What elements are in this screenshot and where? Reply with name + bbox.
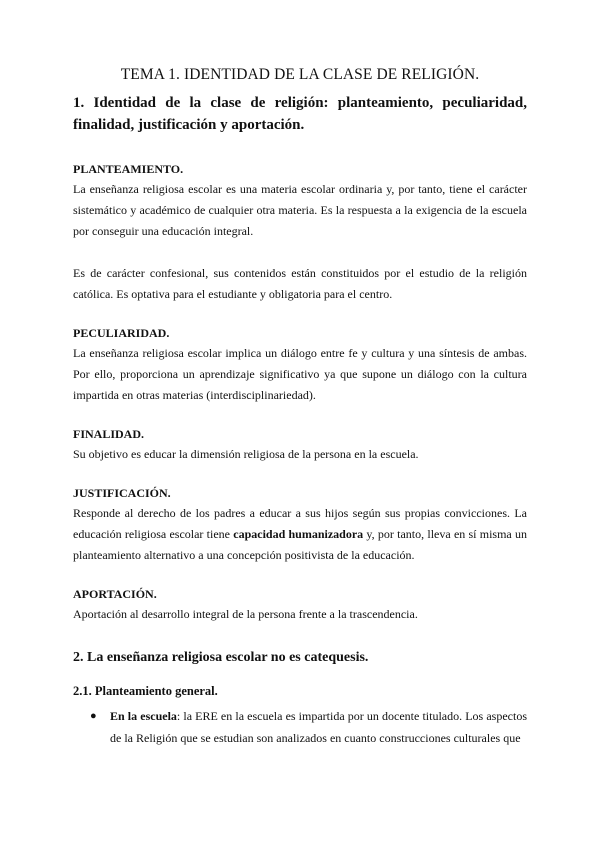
justificacion-label: JUSTIFICACIÓN.	[73, 486, 171, 500]
planteamiento-paragraph-2: Es de carácter confesional, sus contenidos están constituidos por el estudio de la religión católica. Es optativa para el estudiante y obligatoria para el centro.	[73, 266, 527, 301]
aportacion-paragraph: Aportación al desarrollo integral de la persona frente a la trascendencia.	[73, 607, 418, 621]
section-heading-1: 1. Identidad de la clase de religión: planteamiento, peculiaridad, finalidad, justificación y aportación.	[73, 95, 527, 133]
planteamiento-paragraph-1: La enseñanza religiosa escolar es una materia escolar ordinaria y, por tanto, tiene el carácter sistemático y académico de cualquier otra materia. Es la respuesta a la exigencia de la escuela por conseguir una educación integral.	[73, 182, 527, 238]
justificacion-text-end: y, por tanto, lleva en sí misma un planteamiento alternativo a una concepción positivista de la educación.	[73, 527, 528, 562]
justificacion-paragraph	[73, 503, 527, 566]
section-heading-2: 2. La enseñanza religiosa escolar no es catequesis.	[73, 650, 369, 665]
list-item	[73, 705, 527, 749]
bullet-icon: ●	[90, 710, 97, 722]
list-item-text: : la ERE en la escuela es impartida por un docente titulado. Los aspectos de la Religión que se estudian son analizados en cuanto construcciones culturales que	[110, 709, 527, 745]
justificacion-text-start: Responde al derecho de los padres a educar a sus hijos según sus propias convicciones. La educación religiosa escolar tiene	[73, 506, 527, 541]
finalidad-paragraph: Su objetivo es educar la dimensión religiosa de la persona en la escuela.	[73, 447, 419, 461]
peculiaridad-paragraph: La enseñanza religiosa escolar implica un diálogo entre fe y cultura y una síntesis de ambas. Por ello, proporciona un aprendizaje significativo ya que supone un diálogo con la cultura impartida en otras materias (interdisciplinariedad).	[73, 346, 527, 402]
justificacion-bold-term: capacidad humanizadora	[233, 527, 364, 541]
subsection-heading-2-1: 2.1. Planteamiento general.	[73, 684, 218, 698]
peculiaridad-label: PECULIARIDAD.	[73, 326, 170, 340]
list-item-bold: En la escuela	[110, 709, 177, 723]
aportacion-label: APORTACIÓN.	[73, 587, 157, 601]
finalidad-label: FINALIDAD.	[73, 427, 145, 441]
planteamiento-label: PLANTEAMIENTO.	[73, 162, 184, 176]
document-page	[73, 66, 527, 749]
bullet-list	[73, 705, 527, 749]
document-title: TEMA 1. IDENTIDAD DE LA CLASE DE RELIGIÓN.	[120, 66, 480, 83]
